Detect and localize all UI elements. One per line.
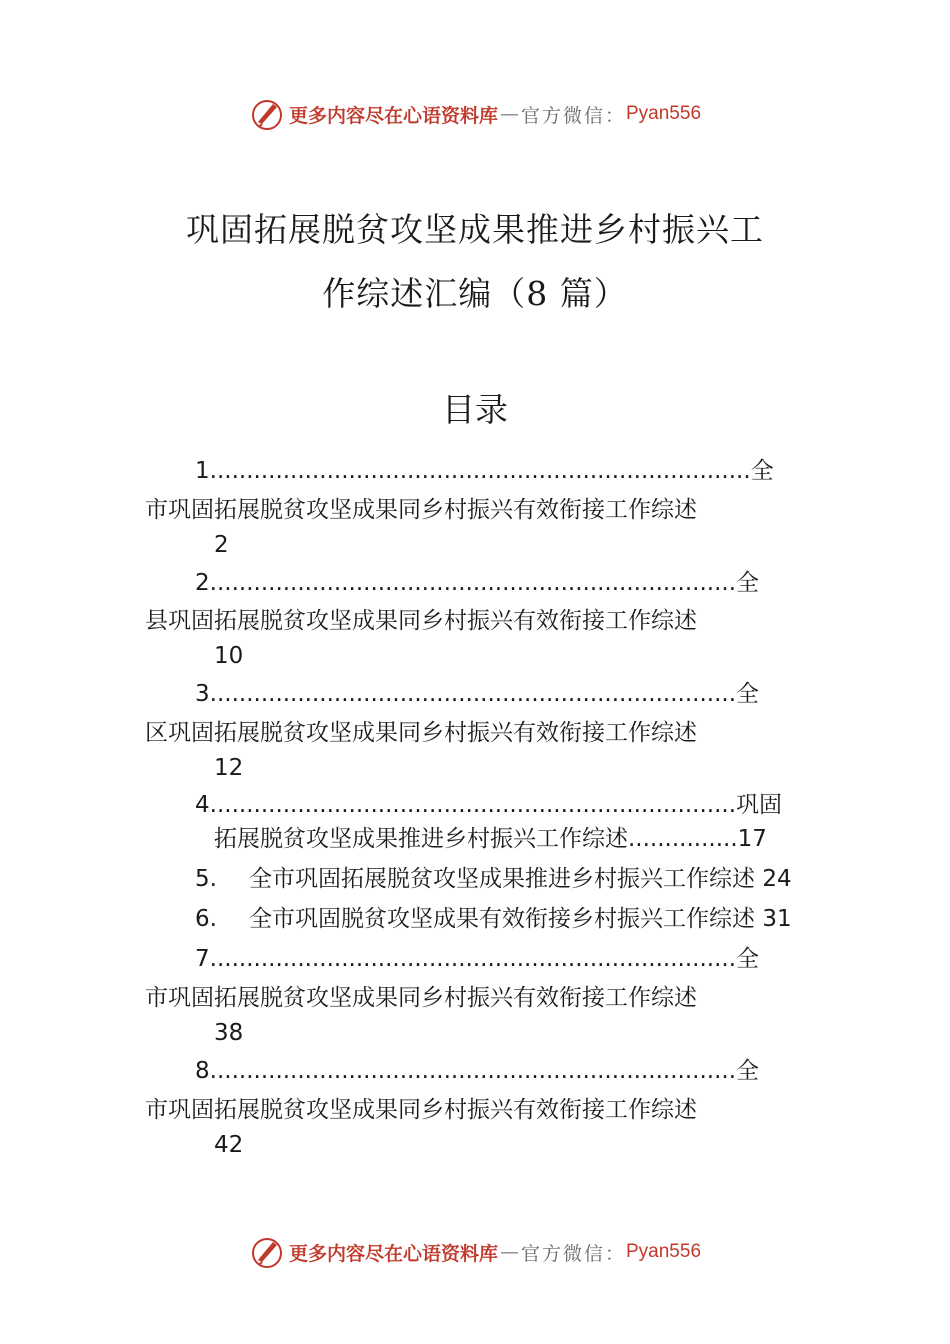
toc-entry-4-line1[interactable] xyxy=(195,788,782,822)
toc-entry-head: 巩固 xyxy=(736,792,783,818)
toc-entry-number: 1 xyxy=(195,458,210,484)
footer-watermark xyxy=(0,1232,950,1272)
toc-entry-title: 全市巩固拓展脱贫攻坚成果推进乡村振兴工作综述 xyxy=(249,866,755,892)
toc-entry-4-line2[interactable] xyxy=(214,822,767,856)
toc-heading: 目录 xyxy=(442,390,508,429)
watermark-wechat-id: Pyan556 xyxy=(626,103,702,124)
toc-entry-7-line1[interactable] xyxy=(195,942,759,976)
toc-entry-8-page: 42 xyxy=(214,1132,244,1158)
toc-entry-number: 2 xyxy=(195,570,210,596)
toc-entry-3-title[interactable]: 区巩固拓展脱贫攻坚成果同乡村振兴有效衔接工作综述 xyxy=(145,720,697,746)
quill-logo-icon xyxy=(249,1234,285,1270)
watermark-text: 更多内容尽在心语资料库 xyxy=(288,1242,498,1265)
toc-entry-6[interactable] xyxy=(195,902,792,936)
toc-entry-number: 7 xyxy=(195,946,210,972)
toc-entry-3-page: 12 xyxy=(214,755,244,781)
toc-entry-1-page: 2 xyxy=(214,532,229,558)
toc-leader-dots: ........................................................................ xyxy=(209,681,737,707)
header-watermark xyxy=(0,94,950,134)
toc-entry-page: 24 xyxy=(762,866,792,892)
toc-entry-number: 5. xyxy=(195,866,217,892)
toc-entry-8-line1[interactable] xyxy=(195,1054,759,1088)
toc-entry-7-title[interactable]: 市巩固拓展脱贫攻坚成果同乡村振兴有效衔接工作综述 xyxy=(145,985,697,1011)
watermark-dash: — xyxy=(499,103,519,125)
toc-leader-dots: ........................................................................ xyxy=(209,792,737,818)
toc-entry-head: 全 xyxy=(736,570,760,596)
watermark-label: 官方微信： xyxy=(520,104,626,127)
toc-entry-8-title[interactable]: 市巩固拓展脱贫攻坚成果同乡村振兴有效衔接工作综述 xyxy=(145,1097,697,1123)
quill-logo-icon xyxy=(249,96,285,132)
toc-entry-page: 17 xyxy=(737,826,767,852)
toc-entry-head: 全 xyxy=(736,946,760,972)
toc-entry-3-line1[interactable] xyxy=(195,677,759,711)
toc-entry-head: 全 xyxy=(736,1058,760,1084)
toc-entry-head: 全 xyxy=(736,681,760,707)
toc-entry-7-page: 38 xyxy=(214,1020,244,1046)
toc-entry-page: 31 xyxy=(762,906,792,932)
watermark-label: 官方微信： xyxy=(520,1242,626,1265)
toc-entry-number: 4 xyxy=(195,792,210,818)
toc-entry-1-line1[interactable] xyxy=(195,454,774,488)
toc-entry-title: 拓展脱贫攻坚成果推进乡村振兴工作综述 xyxy=(214,826,628,852)
toc-leader-dots: ........................................................................ xyxy=(209,1058,737,1084)
document-title-line1: 巩固拓展脱贫攻坚成果推进乡村振兴工 xyxy=(186,210,764,249)
document-title-line2: 作综述汇编（8 篇） xyxy=(322,274,628,313)
toc-entry-1-title[interactable]: 市巩固拓展脱贫攻坚成果同乡村振兴有效衔接工作综述 xyxy=(145,497,697,523)
toc-leader-dots: .......................................................................... xyxy=(209,458,751,484)
watermark-dash: — xyxy=(499,1241,519,1263)
watermark-wechat-id: Pyan556 xyxy=(626,1241,702,1262)
toc-leader-dots: ........................................................................ xyxy=(209,570,737,596)
toc-entry-head: 全 xyxy=(750,458,774,484)
watermark-text: 更多内容尽在心语资料库 xyxy=(288,104,498,127)
toc-entry-2-title[interactable]: 县巩固拓展脱贫攻坚成果同乡村振兴有效衔接工作综述 xyxy=(145,608,697,634)
toc-entry-number: 6. xyxy=(195,906,217,932)
toc-leader-dots: ............... xyxy=(628,826,738,852)
toc-entry-title: 全市巩固脱贫攻坚成果有效衔接乡村振兴工作综述 xyxy=(249,906,755,932)
toc-entry-2-page: 10 xyxy=(214,643,244,669)
toc-entry-number: 8 xyxy=(195,1058,210,1084)
toc-entry-number: 3 xyxy=(195,681,210,707)
toc-leader-dots: ........................................................................ xyxy=(209,946,737,972)
toc-entry-5[interactable] xyxy=(195,862,792,896)
toc-entry-2-line1[interactable] xyxy=(195,566,759,600)
